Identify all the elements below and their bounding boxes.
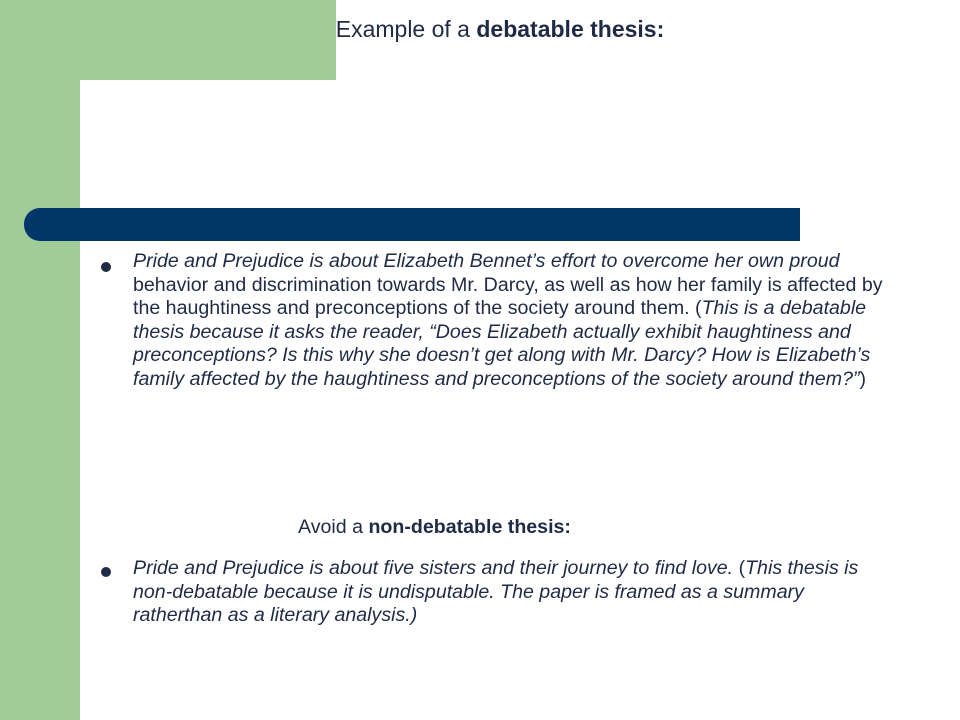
example-1-normal-b: )	[859, 367, 867, 390]
slide-title	[0, 16, 960, 43]
rounded-white-corner	[80, 80, 140, 140]
example-1-normal-a: behavior and discrimination towards Mr. Darcy, as well as how her family is affected by the haughtiness and preconceptions of the society around them. (	[133, 273, 883, 320]
subhead-emphasis: non-debatable thesis:	[368, 516, 571, 538]
left-green-band	[0, 0, 80, 720]
example-1-italic-b: This is a debatable thesis because it asks the reader, “Does Elizabeth actually exhibit haughtiness and preconceptions? Is this why she doesn’t get along with Mr. Darcy? How is Elizabeth’s family affected by the haughtiness and preconceptions of the society around them?”	[133, 297, 871, 390]
title-emphasis: debatable thesis:	[476, 16, 665, 42]
example-2-italic-a: Pride and Prejudice is about five sisters and their journey to find love.	[133, 557, 734, 579]
subhead-prefix: Avoid a	[298, 516, 369, 538]
bullet-dot-icon	[101, 567, 111, 577]
bullet-dot-icon	[101, 262, 111, 272]
non-debatable-thesis-example	[133, 557, 893, 628]
navy-divider-bar	[24, 208, 800, 241]
example-1-italic-a: Pride and Prejudice is about Elizabeth Bennet’s effort to overcome her own proud	[133, 250, 840, 272]
section-subheading	[298, 516, 571, 539]
debatable-thesis-example	[133, 250, 893, 392]
example-2-normal-a: (	[733, 557, 746, 579]
example-2-italic-b: This thesis is non-debatable because it is undisputable. The paper is framed as a summary ratherthan as a literary analysis.)	[133, 557, 859, 627]
title-prefix: Example of a	[335, 16, 477, 42]
